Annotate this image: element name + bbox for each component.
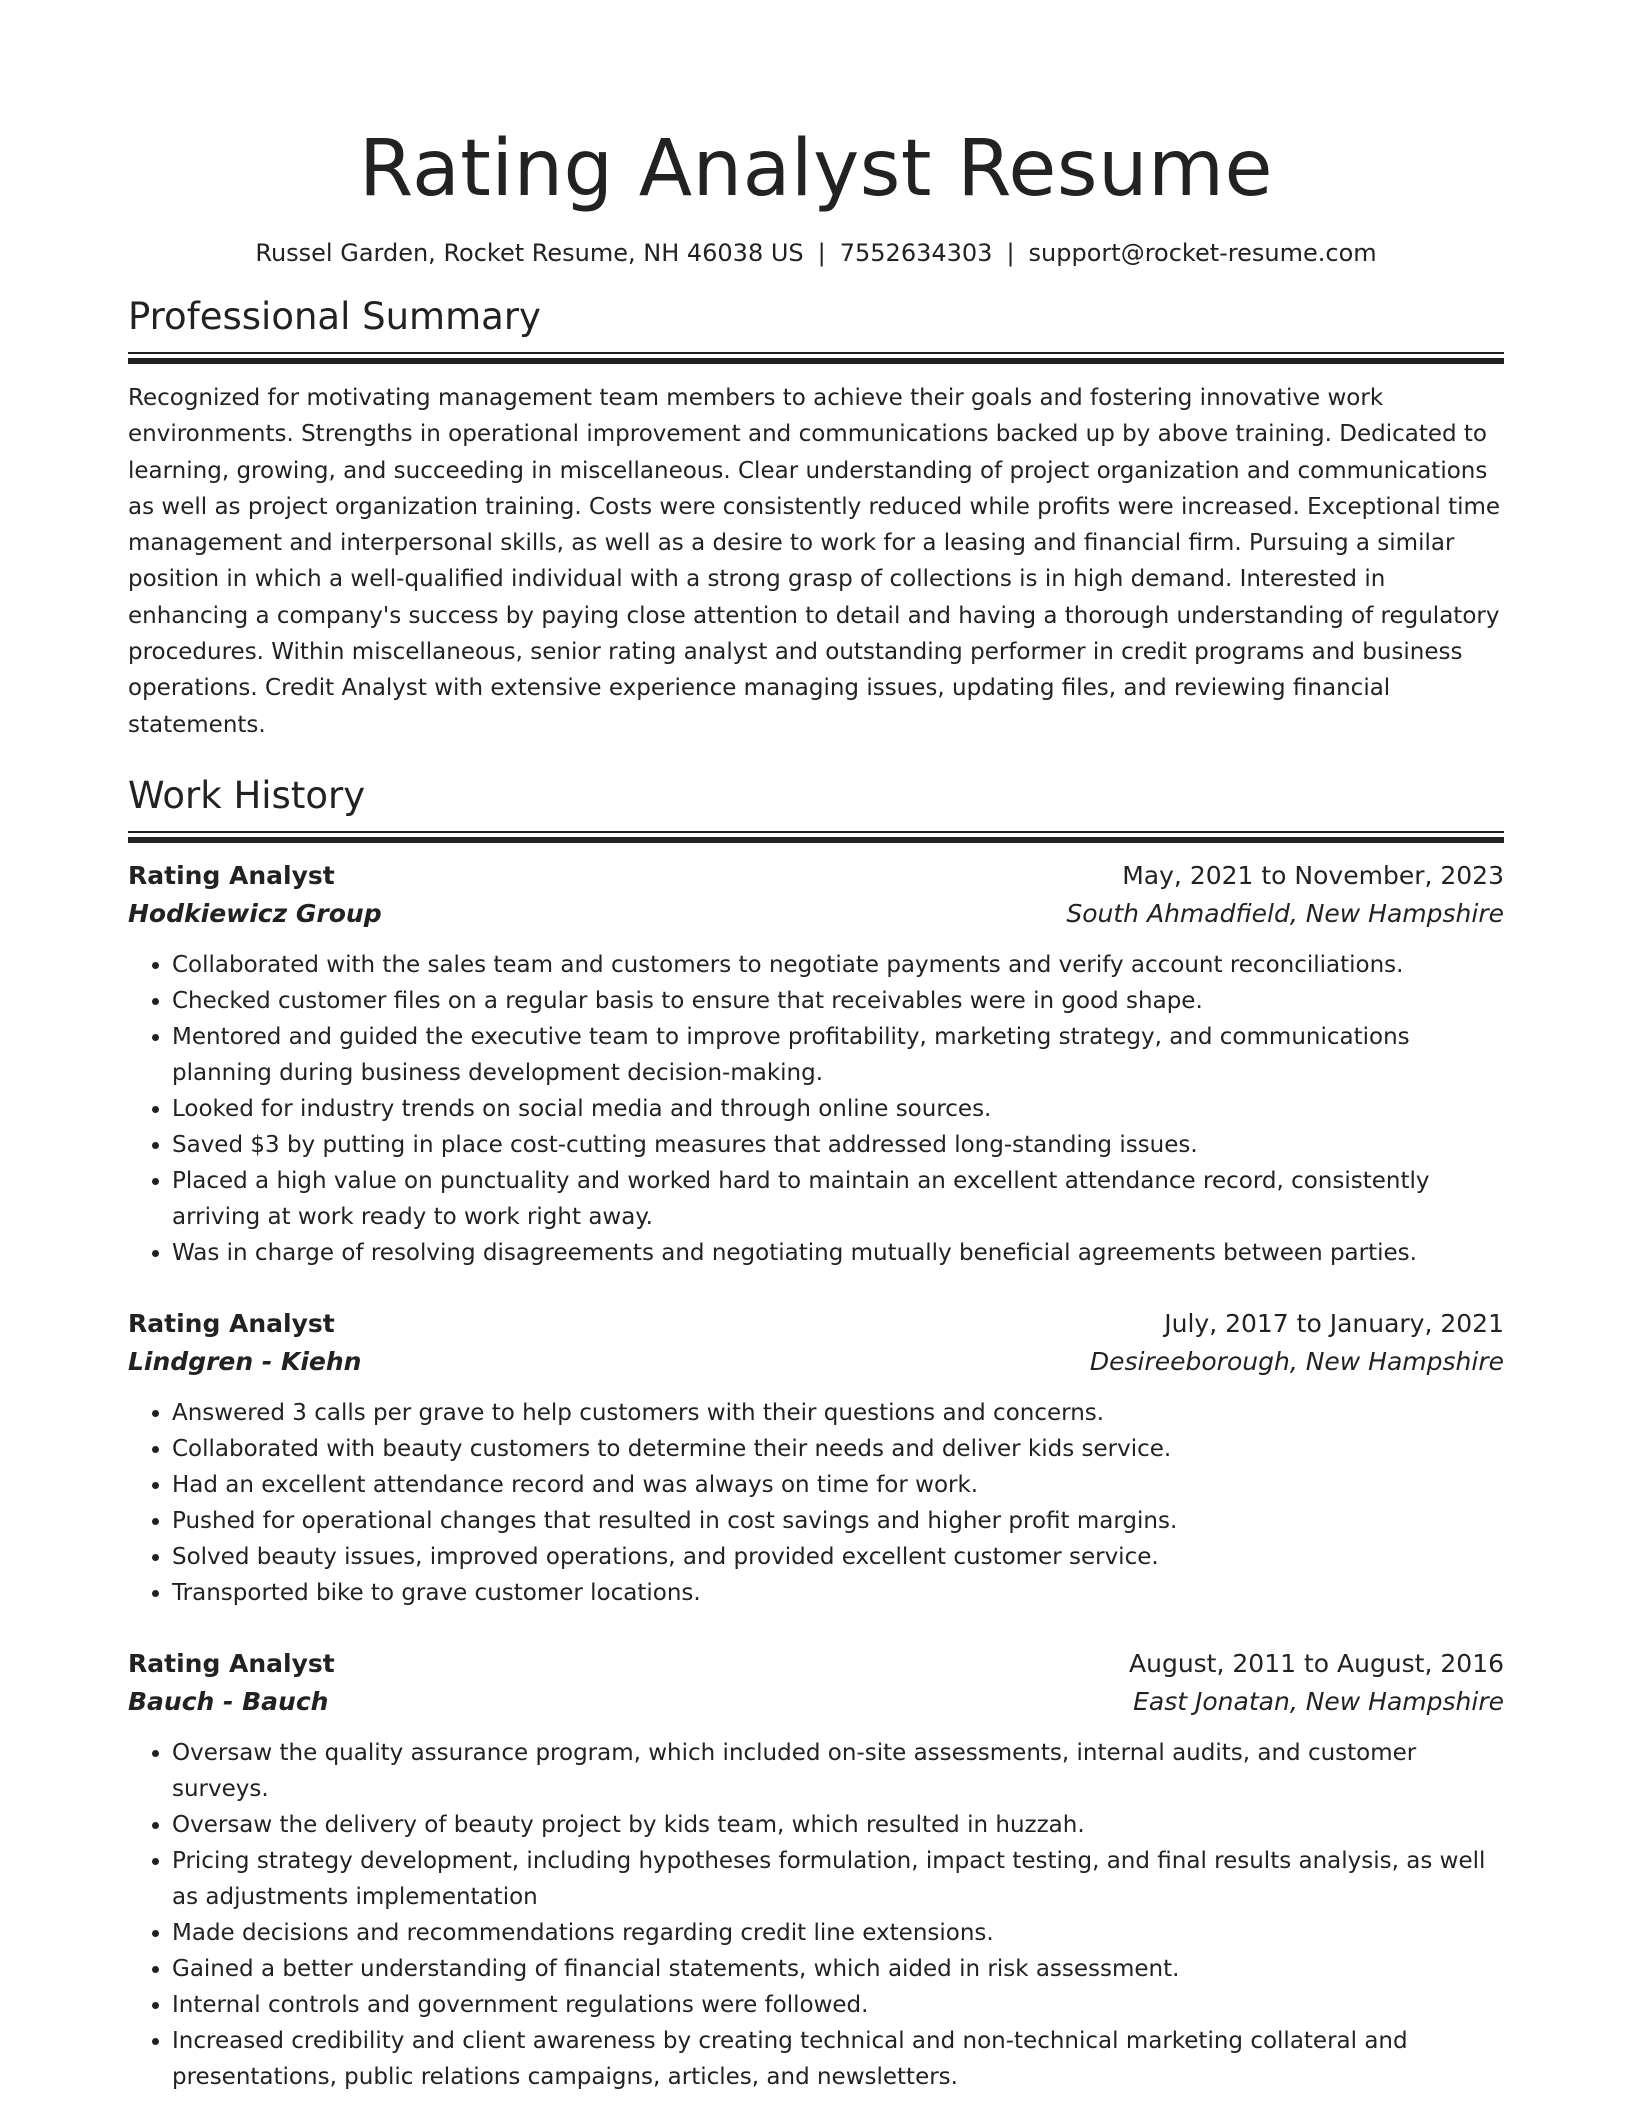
summary-heading: Professional Summary bbox=[128, 295, 541, 338]
list-item: • Was in charge of resolving disagreements and negotiating mutually beneficial agreements between parties. bbox=[172, 1235, 1504, 1271]
job-header bbox=[128, 1305, 1504, 1343]
job-title: Rating Analyst bbox=[128, 1648, 335, 1678]
list-item: • Collaborated with the sales team and customers to negotiate payments and verify account reconciliations. bbox=[172, 947, 1504, 983]
job-entry bbox=[128, 1645, 1504, 2095]
list-item: • Oversaw the delivery of beauty project by kids team, which resulted in huzzah. bbox=[172, 1807, 1504, 1843]
list-item: • Saved $3 by putting in place cost-cutting measures that addressed long-standing issues. bbox=[172, 1127, 1504, 1163]
job-entry bbox=[128, 1305, 1504, 1611]
list-item: • Gained a better understanding of financial statements, which aided in risk assessment. bbox=[172, 1951, 1504, 1987]
job-location: South Ahmadfield, New Hampshire bbox=[1066, 898, 1504, 928]
contact-email: support@rocket-resume.com bbox=[1028, 239, 1377, 267]
section-divider bbox=[128, 831, 1504, 843]
list-item: • Looked for industry trends on social media and through online sources. bbox=[172, 1091, 1504, 1127]
resume-page bbox=[128, 0, 1504, 2095]
summary-section bbox=[128, 294, 1504, 743]
job-dates: July, 2017 to January, 2021 bbox=[1164, 1308, 1504, 1338]
work-history-section bbox=[128, 773, 1504, 2095]
work-history-heading: Work History bbox=[128, 773, 366, 817]
list-item: • Pushed for operational changes that resulted in cost savings and higher profit margins. bbox=[172, 1503, 1504, 1539]
job-bullets bbox=[128, 1395, 1504, 1611]
job-title: Rating Analyst bbox=[128, 1308, 335, 1338]
resume-title: Rating Analyst Resume bbox=[359, 124, 1273, 214]
list-item: • Increased credibility and client awareness by creating technical and non-technical marketing collateral and presentations, public relations campaigns, articles, and newsletters. bbox=[172, 2023, 1504, 2095]
section-divider bbox=[128, 352, 1504, 364]
job-location: Desireeborough, New Hampshire bbox=[1089, 1346, 1504, 1376]
list-item: • Mentored and guided the executive team to improve profitability, marketing strategy, and communications planning during business development decision-making. bbox=[172, 1019, 1504, 1091]
list-item: • Had an excellent attendance record and was always on time for work. bbox=[172, 1467, 1504, 1503]
job-header bbox=[128, 1645, 1504, 1683]
list-item: • Oversaw the quality assurance program, which included on-site assessments, internal audits, and customer surveys. bbox=[172, 1735, 1504, 1807]
job-subheader bbox=[128, 895, 1504, 933]
summary-text: Recognized for motivating management team members to achieve their goals and fostering innovative work environments. Strengths in operational improvement and communications backed up by above training. Dedicated to learning, growing, and succeeding in miscellaneous. Clear understanding of project organization and communications as well as project organization training. Costs were consistently reduced while profits were increased. Exceptional time management and interpersonal skills, as well as a desire to work for a leasing and financial firm. Pursuing a similar position in which a well-qualified individual with a strong grasp of collections is in high demand. Interested in enhancing a company's success by paying close attention to detail and having a thorough understanding of regulatory procedures. Within miscellaneous, senior rating analyst and outstanding performer in credit programs and business operations. Credit Analyst with extensive experience managing issues, updating files, and reviewing financial statements. bbox=[128, 385, 1501, 738]
job-company: Bauch - Bauch bbox=[128, 1686, 329, 1716]
contact-line bbox=[128, 238, 1504, 268]
list-item: • Pricing strategy development, including hypotheses formulation, impact testing, and final results analysis, as well as adjustments implementation bbox=[172, 1843, 1504, 1915]
job-bullets bbox=[128, 1735, 1504, 2095]
job-title: Rating Analyst bbox=[128, 860, 335, 890]
job-subheader bbox=[128, 1683, 1504, 1721]
contact-phone: 7552634303 bbox=[839, 239, 993, 267]
contact-address: Russel Garden, Rocket Resume, NH 46038 US bbox=[255, 239, 804, 267]
job-subheader bbox=[128, 1343, 1504, 1381]
contact-separator: | bbox=[1006, 239, 1015, 267]
job-bullets bbox=[128, 947, 1504, 1271]
job-location: East Jonatan, New Hampshire bbox=[1133, 1686, 1504, 1716]
job-dates: August, 2011 to August, 2016 bbox=[1129, 1648, 1504, 1678]
job-company: Lindgren - Kiehn bbox=[128, 1346, 362, 1376]
job-entry bbox=[128, 857, 1504, 1271]
list-item: • Collaborated with beauty customers to determine their needs and deliver kids service. bbox=[172, 1431, 1504, 1467]
list-item: • Internal controls and government regulations were followed. bbox=[172, 1987, 1504, 2023]
list-item: • Solved beauty issues, improved operations, and provided excellent customer service. bbox=[172, 1539, 1504, 1575]
job-header bbox=[128, 857, 1504, 895]
list-item: • Answered 3 calls per grave to help customers with their questions and concerns. bbox=[172, 1395, 1504, 1431]
list-item: • Made decisions and recommendations regarding credit line extensions. bbox=[172, 1915, 1504, 1951]
contact-separator: | bbox=[817, 239, 826, 267]
list-item: • Placed a high value on punctuality and worked hard to maintain an excellent attendance record, consistently arriving at work ready to work right away. bbox=[172, 1163, 1504, 1235]
job-dates: May, 2021 to November, 2023 bbox=[1122, 860, 1504, 890]
job-company: Hodkiewicz Group bbox=[128, 898, 382, 928]
list-item: • Transported bike to grave customer locations. bbox=[172, 1575, 1504, 1611]
list-item: • Checked customer files on a regular basis to ensure that receivables were in good shape. bbox=[172, 983, 1504, 1019]
